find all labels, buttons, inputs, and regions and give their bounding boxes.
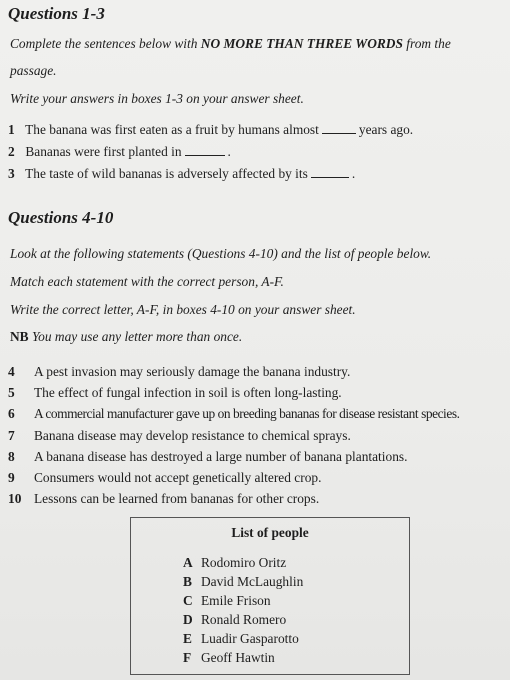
person-name: Ronald Romero	[201, 612, 287, 627]
instruction-look-at-statements: Look at the following statements (Questions 4-10) and the list of people below.	[10, 246, 432, 261]
answer-blank	[185, 144, 225, 156]
question-1	[8, 122, 413, 138]
instruction-emphasis: NO MORE THAN THREE WORDS	[200, 36, 403, 51]
instruction-text: from the	[402, 36, 451, 51]
statement-text: Banana disease may develop resistance to chemical sprays.	[34, 428, 351, 443]
person-letter: B	[183, 574, 192, 589]
question-text: The banana was first eaten as a fruit by humans almost	[25, 122, 319, 137]
question-text: The taste of wild bananas is adversely affected by its	[25, 166, 308, 181]
statement-text: A pest invasion may seriously damage the banana industry.	[34, 364, 351, 379]
question-number: 1	[8, 122, 15, 137]
person-letter: C	[183, 593, 193, 608]
answer-blank	[322, 122, 356, 134]
nb-label: NB	[10, 329, 29, 344]
question-number: 3	[8, 166, 15, 181]
question-2	[8, 144, 231, 160]
person-name: Luadir Gasparotto	[201, 631, 299, 646]
statement-text: A banana disease has destroyed a large number of banana plantations.	[34, 449, 408, 464]
statement-text: A commercial manufacturer gave up on breeding bananas for disease resistant species.	[34, 406, 460, 421]
person-name: Rodomiro Oritz	[201, 555, 287, 570]
person-letter: F	[183, 650, 192, 665]
instruction-complete-sentences	[10, 36, 451, 52]
statement-text: Consumers would not accept genetically altered crop.	[34, 470, 322, 485]
instruction-answer-boxes-1-3: Write your answers in boxes 1-3 on your answer sheet.	[10, 91, 304, 106]
question-text: Bananas were first planted in	[25, 144, 182, 159]
question-3	[8, 166, 355, 182]
instruction-nb	[10, 329, 242, 345]
statement-text: The effect of fungal infection in soil is often long-lasting.	[34, 385, 342, 400]
statement-number: 10	[8, 491, 22, 506]
instruction-continued: passage.	[10, 63, 57, 78]
question-number: 2	[8, 144, 15, 159]
statement-number: 4	[8, 364, 15, 379]
heading-questions-4-10: Questions 4-10	[8, 208, 114, 227]
list-of-people-title: List of people	[231, 525, 309, 540]
instruction-answer-boxes-4-10: Write the correct letter, A-F, in boxes 4-10 on your answer sheet.	[10, 302, 356, 317]
person-letter: D	[183, 612, 193, 627]
statement-text: Lessons can be learned from bananas for other crops.	[34, 491, 320, 506]
statement-number: 5	[8, 385, 15, 400]
person-name: Emile Frison	[201, 593, 271, 608]
person-letter: E	[183, 631, 192, 646]
statement-number: 6	[8, 406, 15, 421]
question-text-end: .	[351, 166, 356, 181]
person-name: Geoff Hawtin	[201, 650, 275, 665]
list-of-people-box	[130, 517, 410, 675]
statement-number: 7	[8, 428, 15, 443]
heading-questions-1-3: Questions 1-3	[8, 4, 105, 23]
statement-number: 9	[8, 470, 15, 485]
statement-number: 8	[8, 449, 15, 464]
person-name: David McLaughlin	[201, 574, 304, 589]
question-text-end: .	[227, 144, 231, 159]
instruction-text: Complete the sentences below with	[10, 36, 201, 51]
instruction-match-statement: Match each statement with the correct person, A-F.	[10, 274, 284, 289]
question-text-end: years ago.	[358, 122, 414, 137]
answer-blank	[311, 166, 349, 178]
person-letter: A	[183, 555, 193, 570]
nb-text: You may use any letter more than once.	[28, 329, 243, 344]
